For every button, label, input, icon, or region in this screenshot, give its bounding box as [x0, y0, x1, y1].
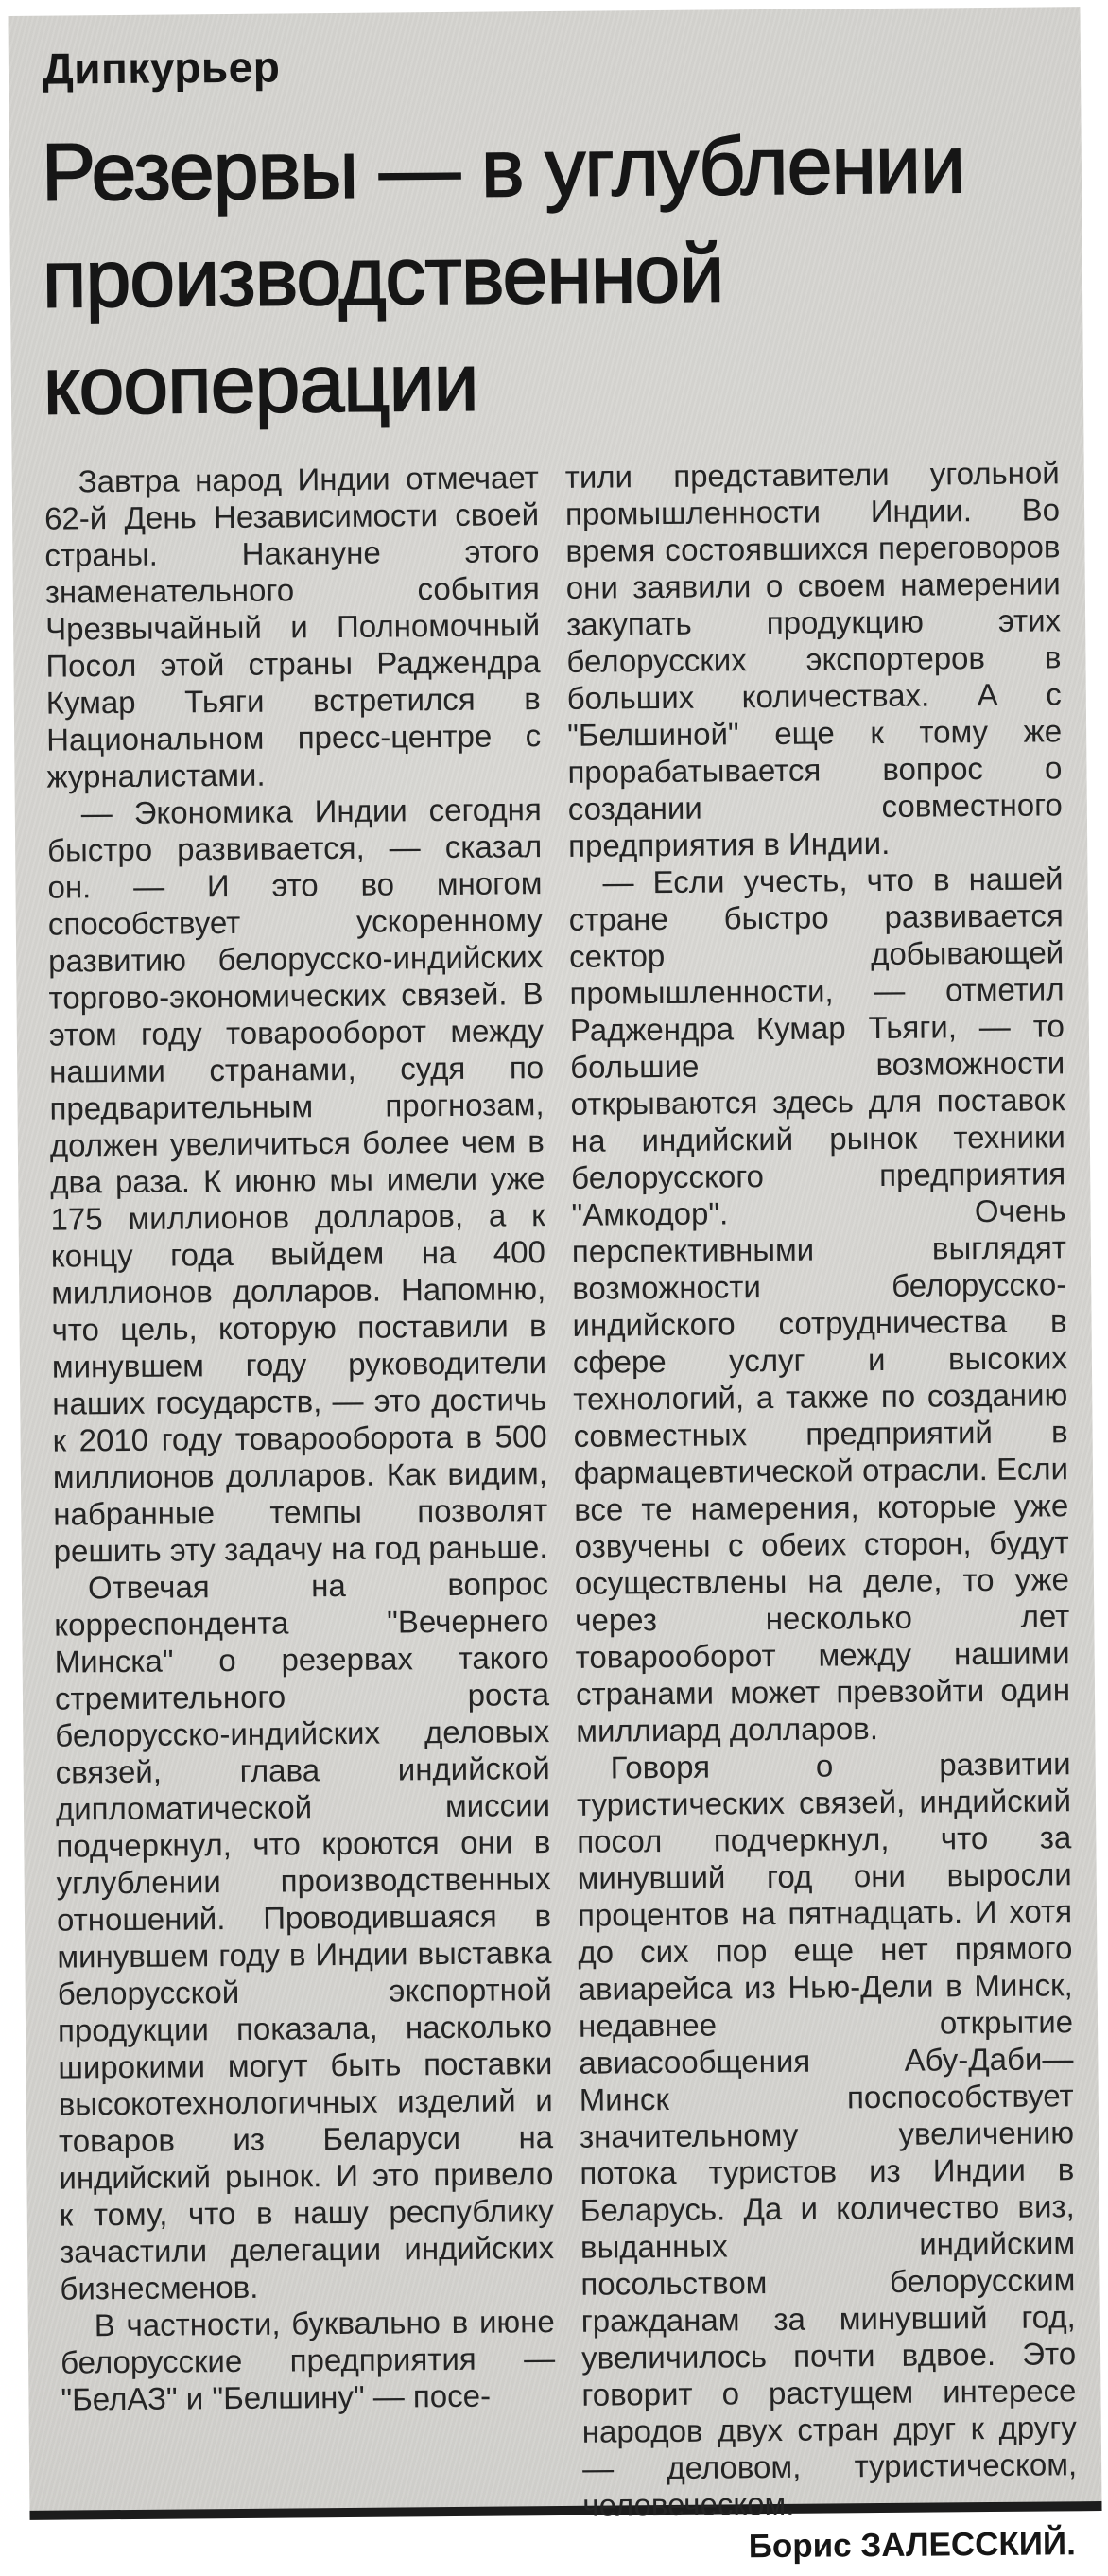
- newspaper-clipping: [8, 7, 1101, 2566]
- headline: [41, 111, 1059, 440]
- paragraph: Завтра народ Индии отмечает 62-й День Независимости своей страны. Накануне этого знаменательного события Чрезвычайный и Полномочный Посол этой страны Раджендра Кумар Тьяги встретился в Национальном пресс-центре с журналистами.: [43, 460, 542, 794]
- article-body: [44, 454, 1078, 2575]
- paragraph: тили представители угольной промышленности Индии. Во время состоявшихся переговоров они заявили о своем намерении закупать продукцию этих белорусских экспортеров в больших количествах. А с "Белшиной" еще к тому же прорабатывается вопрос о создании совместного предприятия в Индии.: [564, 455, 1063, 863]
- paragraph: — Экономика Индии сегодня быстро развивается, — сказал он. — И это во многом способствует ускоренному развитию белорусско-индийских торгово-экономических связей. В этом году товарооборот между нашими странами, судя по предварительным прогнозам, должен увеличиться более чем в два раза. К июню мы имели уже 175 миллионов долларов, а к концу года выйдем на 400 миллионов долларов. Напомню, что цель, которую поставили в минувшем году руководители наших государств, — это достичь к 2010 году товарооборота в 500 миллионов долларов. Как видим, набранные темпы позволят решить эту задачу на год раньше.: [47, 792, 548, 1569]
- kicker: Дипкурьер: [42, 42, 281, 94]
- byline: Борис ЗАЛЕССКИЙ.: [748, 2525, 1077, 2566]
- paragraph: — Если учесть, что в нашей стране быстро развивается сектор добывающей промышленности, — отметил Раджендра Кумар Тьяги, — то большие возможности открываются здесь для поставок на индийский рынок техники белорусского предприятия "Амкодор". Очень перспективными выглядят возможности белорусско-индийского сотрудничества в сфере услуг и высоких технологий, а также по созданию совместных предприятий в фармацевтической отрасли. Если все те намерения, которые уже озвучены с обеих сторон, будут осуществлены на деле, то уже через несколько лет товарооборот между нашими странами может превзойти один миллиард долларов.: [568, 861, 1071, 1749]
- right-column: [565, 454, 1078, 2570]
- paragraph: Говоря о развитии туристических связей, индийский посол подчеркнул, что за минувший год они выросли процентов на пятнадцать. И хотя до сих пор еще нет прямого авиарейса из Нью-Дели в Минск, недавнее открытие авиасообщения Абу-Даби—Минск поспособствует значительному увеличению потока туристов из Индии в Беларусь. Да и количество виз, выданных индийским посольством белорусским гражданам за минувший год, увеличилось почти вдвое. Это говорит о растущем интересе народов двух стран друг к другу — деловом, туристическом, человеческом.: [576, 1746, 1078, 2523]
- right-column-paragraphs: [565, 454, 1078, 2523]
- headline-line-1: Резервы — в углублении: [41, 119, 965, 218]
- headline-line-2: производственной: [42, 228, 724, 325]
- paragraph: Отвечая на вопрос корреспондента "Вечернего Минска" о резервах такого стремительного роста белорусско-индийских деловых связей, глава индийской дипломатической миссии подчеркнул, что кроются они в углублении производственных отношений. Проводившаяся в минувшем году в Индии выставка белорусской экспортной продукции показала, насколько широкими могут быть поставки высокотехнологичных изделий и товаров из Беларуси на индийский рынок. И это привело к тому, что в нашу республику зачастили делегации индийских бизнесменов.: [54, 1566, 555, 2306]
- paragraph: В частности, буквально в июне белорусские предприятия — "БелАЗ" и "Белшину" — посе-: [60, 2304, 556, 2417]
- left-column: [44, 459, 556, 2417]
- left-column-paragraphs: [44, 459, 556, 2417]
- headline-line-3: кооперации: [43, 337, 478, 432]
